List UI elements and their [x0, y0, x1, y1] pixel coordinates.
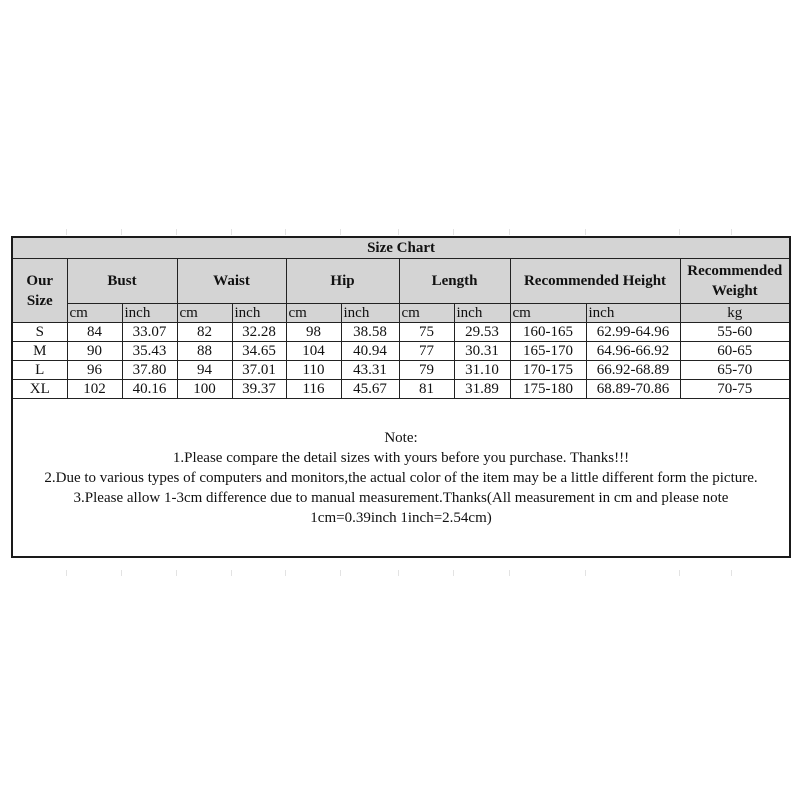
height-inch-cell: 66.92-68.89: [586, 361, 680, 380]
bust-inch-cell: 33.07: [122, 323, 177, 342]
size-cell: M: [12, 342, 67, 361]
height-inch-cell: 68.89-70.86: [586, 380, 680, 399]
unit-cell: inch: [341, 304, 399, 323]
waist-cm-cell: 100: [177, 380, 232, 399]
table-row: [12, 361, 790, 380]
length-inch-cell: 31.10: [454, 361, 510, 380]
unit-cell: cm: [510, 304, 586, 323]
hip-cm-cell: 98: [286, 323, 341, 342]
bust-inch-cell: 35.43: [122, 342, 177, 361]
weight-kg-cell: 70-75: [680, 380, 790, 399]
height-cm-cell: 160-165: [510, 323, 586, 342]
height-inch-cell: 62.99-64.96: [586, 323, 680, 342]
unit-cell: cm: [399, 304, 454, 323]
hip-inch-cell: 45.67: [341, 380, 399, 399]
hip-inch-cell: 43.31: [341, 361, 399, 380]
header-waist: Waist: [177, 259, 286, 304]
unit-cell: kg: [680, 304, 790, 323]
note-line-2: 2.Due to various types of computers and monitors,the actual color of the item may be a little different form the picture.: [44, 469, 758, 486]
bust-inch-cell: 37.80: [122, 361, 177, 380]
length-cm-cell: 81: [399, 380, 454, 399]
note-line-1: 1.Please compare the detail sizes with yours before you purchase. Thanks!!!: [172, 449, 630, 466]
size-cell: L: [12, 361, 67, 380]
note-heading: Note:: [384, 429, 418, 446]
bust-cm-cell: 102: [67, 380, 122, 399]
hip-cm-cell: 110: [286, 361, 341, 380]
header-recommended-height: Recommended Height: [510, 259, 680, 304]
spreadsheet-gridline-ticks-bottom: [11, 570, 789, 576]
waist-cm-cell: 94: [177, 361, 232, 380]
length-inch-cell: 30.31: [454, 342, 510, 361]
header-hip: Hip: [286, 259, 399, 304]
hip-cm-cell: 104: [286, 342, 341, 361]
bust-inch-cell: 40.16: [122, 380, 177, 399]
waist-cm-cell: 88: [177, 342, 232, 361]
hip-inch-cell: 40.94: [341, 342, 399, 361]
unit-cell: inch: [232, 304, 286, 323]
weight-kg-cell: 55-60: [680, 323, 790, 342]
chart-title: Size Chart: [12, 237, 790, 259]
height-cm-cell: 175-180: [510, 380, 586, 399]
header-length: Length: [399, 259, 510, 304]
bust-cm-cell: 96: [67, 361, 122, 380]
note-line-4: 1cm=0.39inch 1inch=2.54cm): [310, 509, 492, 526]
length-inch-cell: 29.53: [454, 323, 510, 342]
table-row: [12, 323, 790, 342]
bust-cm-cell: 84: [67, 323, 122, 342]
unit-cell: cm: [177, 304, 232, 323]
unit-cell: cm: [67, 304, 122, 323]
weight-kg-cell: 65-70: [680, 361, 790, 380]
table-row: [12, 342, 790, 361]
table-row: [12, 380, 790, 399]
unit-cell: cm: [286, 304, 341, 323]
title-row: [12, 237, 790, 259]
height-cm-cell: 170-175: [510, 361, 586, 380]
note-row: [12, 399, 790, 558]
waist-inch-cell: 32.28: [232, 323, 286, 342]
length-cm-cell: 77: [399, 342, 454, 361]
units-row: [12, 304, 790, 323]
height-inch-cell: 64.96-66.92: [586, 342, 680, 361]
length-cm-cell: 75: [399, 323, 454, 342]
length-cm-cell: 79: [399, 361, 454, 380]
size-cell: S: [12, 323, 67, 342]
bust-cm-cell: 90: [67, 342, 122, 361]
header-our-size: Our Size: [12, 259, 67, 323]
length-inch-cell: 31.89: [454, 380, 510, 399]
unit-cell: inch: [122, 304, 177, 323]
hip-inch-cell: 38.58: [341, 323, 399, 342]
waist-inch-cell: 34.65: [232, 342, 286, 361]
size-chart-table: [11, 236, 791, 558]
weight-kg-cell: 60-65: [680, 342, 790, 361]
height-cm-cell: 165-170: [510, 342, 586, 361]
header-row: [12, 259, 790, 304]
hip-cm-cell: 116: [286, 380, 341, 399]
waist-inch-cell: 39.37: [232, 380, 286, 399]
size-cell: XL: [12, 380, 67, 399]
header-bust: Bust: [67, 259, 177, 304]
waist-cm-cell: 82: [177, 323, 232, 342]
header-recommended-weight: Recommended Weight: [680, 259, 790, 304]
note-block: [12, 399, 790, 558]
unit-cell: inch: [586, 304, 680, 323]
note-line-3: 3.Please allow 1-3cm difference due to manual measurement.Thanks(All measurement in cm and please note: [73, 489, 729, 506]
spreadsheet-gridline-ticks-top: [11, 229, 789, 235]
waist-inch-cell: 37.01: [232, 361, 286, 380]
unit-cell: inch: [454, 304, 510, 323]
